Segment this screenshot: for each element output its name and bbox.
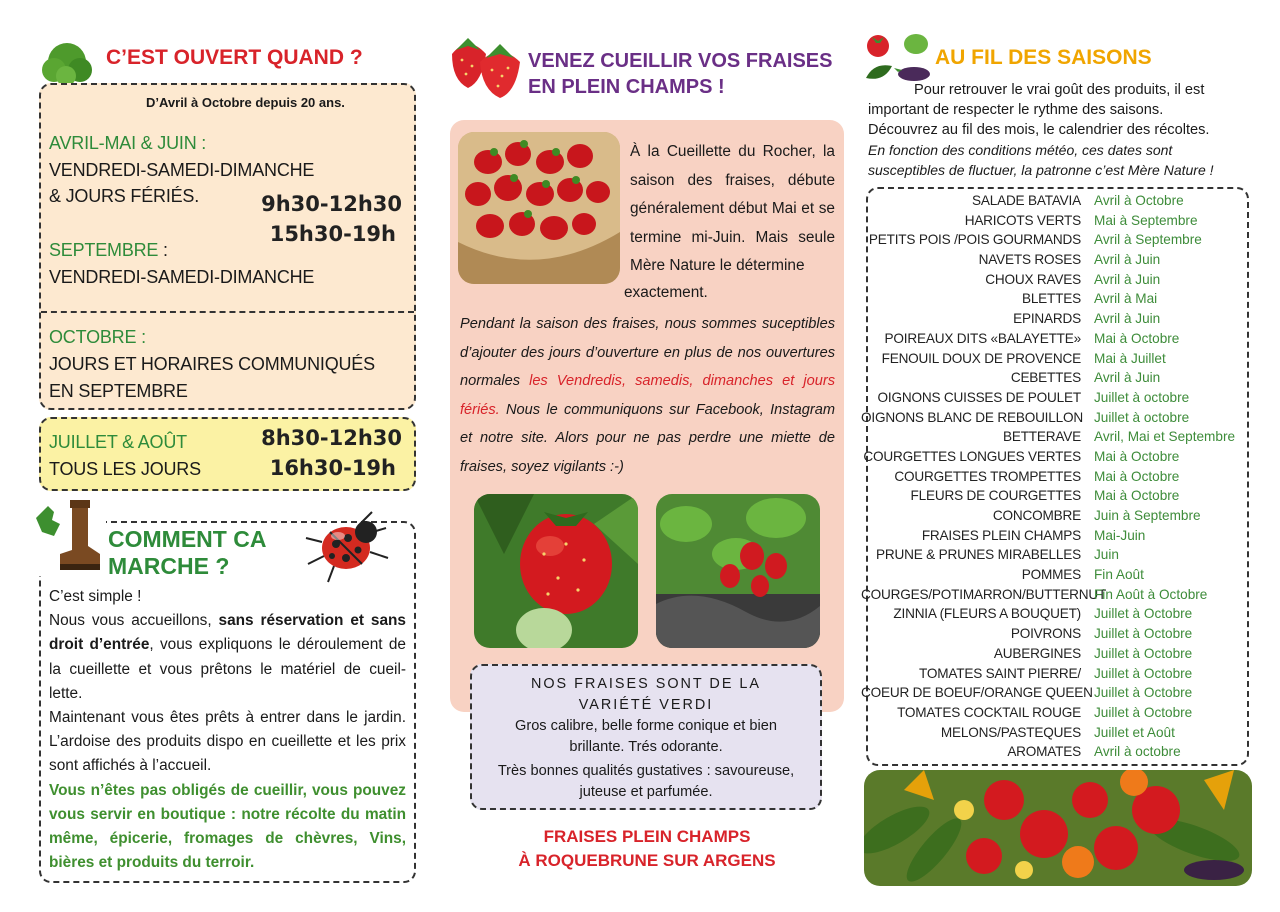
season-row xyxy=(861,329,1249,349)
footer-2: À ROQUEBRUNE SUR ARGENS xyxy=(518,851,776,870)
season-period: Mai à Octobre xyxy=(1094,468,1180,484)
season-period: Fin Août xyxy=(1094,567,1144,583)
season-period: Juillet à octobre xyxy=(1094,409,1190,425)
variety-title-2: VARIÉTÉ VERDI xyxy=(578,697,714,713)
season-row xyxy=(861,565,1249,585)
since-text: D’Avril à Octobre depuis 20 ans. xyxy=(146,95,345,110)
strawberry-plants-photo xyxy=(656,494,820,648)
season-row xyxy=(861,309,1249,329)
hours-spring-afternoon: 15h30-19h xyxy=(269,222,396,246)
how-title-2: MARCHE ? xyxy=(108,553,230,579)
variety-text-1: Gros calibre, belle forme conique et bien brillante. Trés odorante. xyxy=(514,718,778,755)
how-welcome-bold: sans réservation et sans droit d’entrée xyxy=(49,612,406,654)
how-title-1: COMMENT CA xyxy=(108,526,267,552)
season-product: BETTERAVE xyxy=(1002,429,1081,445)
season-period: Juillet à Octobre xyxy=(1094,645,1193,661)
spring-days-2: & JOURS FÉRIÉS. xyxy=(49,186,200,206)
september-label-text: SEPTEMBRE xyxy=(49,240,159,260)
how-welcome xyxy=(49,609,406,706)
season-row xyxy=(861,703,1249,723)
divider xyxy=(41,311,414,313)
season-row xyxy=(861,545,1249,565)
season-period: Avril à Juin xyxy=(1094,370,1161,386)
season-row xyxy=(861,250,1249,270)
season-row xyxy=(861,211,1249,231)
season-period: Avril à octobre xyxy=(1094,744,1181,760)
how-shop: Vous n’êtes pas obligés de cueillir, vous pouvez vous servir en boutique : notre récolte du matin même, épicerie, fromages de chèvres, Vins, bières et produits du terroir. xyxy=(49,781,406,872)
season-product: OIGNONS CUISSES DE POULET xyxy=(877,389,1081,405)
vegetables-icon xyxy=(862,32,932,86)
season-row xyxy=(861,408,1249,428)
season-row xyxy=(861,427,1249,447)
seasons-title: AU FIL DES SAISONS xyxy=(935,46,1152,69)
season-period: Mai à Juillet xyxy=(1094,350,1166,366)
strawberry-basket-photo xyxy=(458,132,620,284)
season-period: Avril à Juin xyxy=(1094,311,1161,327)
season-period: Juillet et Août xyxy=(1094,724,1175,740)
season-product: ZINNIA (FLEURS A BOUQUET) xyxy=(893,606,1081,622)
season-period: Avril à Septembre xyxy=(1094,232,1202,248)
season-row xyxy=(861,624,1249,644)
how-text xyxy=(49,585,406,875)
season-period: Juillet à Octobre xyxy=(1094,606,1193,622)
season-product: COURGETTES LONGUES VERTES xyxy=(863,448,1081,464)
season-period: Mai à Septembre xyxy=(1094,212,1198,228)
hours-spring-morning: 9h30-12h30 xyxy=(261,192,402,216)
season-product: CEBETTES xyxy=(1010,370,1081,386)
season-period: Juillet à octobre xyxy=(1094,389,1190,405)
season-row xyxy=(861,368,1249,388)
season-period: Juillet à Octobre xyxy=(1094,626,1193,642)
september-label xyxy=(49,237,168,263)
season-row xyxy=(861,230,1249,250)
season-period: Juin xyxy=(1094,547,1119,563)
season-row xyxy=(861,664,1249,684)
pick-intro: À la Cueillette du Rocher, la saison des fraises, débute généralement début Mai et se termine mi-Juin. Mais seule Mère Nature le détermine xyxy=(630,143,835,275)
season-product: COURGES/POTIMARRON/BUTTERNUT xyxy=(861,586,1107,602)
season-product: POMMES xyxy=(1021,567,1081,583)
open-title: C’EST OUVERT QUAND ? xyxy=(106,46,363,69)
season-product: PRUNE & PRUNES MIRABELLES xyxy=(875,547,1081,563)
season-product: TOMATES SAINT PIERRE/ xyxy=(919,665,1081,681)
summer-label: JUILLET & AOÛT xyxy=(49,432,187,452)
strawberry-closeup-photo xyxy=(474,494,638,648)
variety-title-1: NOS FRAISES SONT DE LA xyxy=(530,676,762,692)
variety-text-2: Très bonnes qualités gustatives : savoureuse, juteuse et parfumée. xyxy=(497,763,795,800)
season-period: Avril à Juin xyxy=(1094,252,1161,268)
season-product: FRAISES PLEIN CHAMPS xyxy=(921,527,1081,543)
boot-gloves-icon xyxy=(30,498,106,576)
season-period: Fin Août à Octobre xyxy=(1094,586,1208,602)
season-period: Avril à Juin xyxy=(1094,271,1161,287)
season-product: NAVETS ROSES xyxy=(978,252,1081,268)
how-simple: C’est simple ! xyxy=(49,588,142,605)
strawberries-icon xyxy=(446,28,526,100)
how-welcome-c: , vous expliquons le déroulement de la cueillette et vous prêtons le matériel de cueil-lette. xyxy=(49,636,406,702)
season-row xyxy=(861,723,1249,743)
hours-summer-morning: 8h30-12h30 xyxy=(261,426,402,450)
seasons-intro: Pour retrouver le vrai goût des produits, il est important de respecter le rythme des saisons. Découvrez au fil des mois, le calendrier des récoltes. xyxy=(868,82,1210,138)
period-label-spring: AVRIL-MAI & JUIN : xyxy=(49,133,207,153)
season-product: PETITS POIS /POIS GOURMANDS xyxy=(868,232,1081,248)
how-welcome-a: Nous vous accueillons, xyxy=(49,612,219,630)
season-row xyxy=(861,683,1249,703)
season-product: CHOUX RAVES xyxy=(985,271,1081,287)
season-product: AROMATES xyxy=(1007,744,1081,760)
ladybug-icon xyxy=(300,502,396,586)
season-product: POIREAUX DITS «BALAYETTE» xyxy=(884,330,1081,346)
season-row xyxy=(861,644,1249,664)
vegetables-photo xyxy=(864,770,1252,886)
season-product: FLEURS DE COURGETTES xyxy=(910,488,1081,504)
season-period: Avril, Mai et Septembre xyxy=(1094,429,1236,445)
season-product: SALADE BATAVIA xyxy=(971,193,1081,208)
season-product: OIGNONS BLANC DE REBOUILLON xyxy=(861,409,1083,425)
september-colon: : xyxy=(158,240,168,260)
pick-season-text xyxy=(460,310,835,482)
summer-days: TOUS LES JOURS xyxy=(49,459,201,479)
how-ready: Maintenant vous êtes prêts à entrer dans le jardin. L’ardoise des produits dispo en cueillette et les prix sont affichés à l’accueil. xyxy=(49,709,406,775)
season-period: Mai à Octobre xyxy=(1094,330,1180,346)
season-period: Juillet à Octobre xyxy=(1094,704,1193,720)
season-row xyxy=(861,349,1249,369)
october-text-2: EN SEPTEMBRE xyxy=(49,381,188,401)
pick-intro-end: exactement. xyxy=(624,284,708,301)
hours-summer-afternoon: 16h30-19h xyxy=(269,456,396,480)
season-period: Mai à Octobre xyxy=(1094,448,1180,464)
footer-1: FRAISES PLEIN CHAMPS xyxy=(543,827,751,846)
season-product: AUBERGINES xyxy=(993,645,1081,661)
season-row xyxy=(861,506,1249,526)
season-text-b: Nous le communiquons sur Facebook, Instagram et notre site. Alors pour ne pas perdre une miette de fraises, soyez vigilants :-) xyxy=(460,401,835,475)
season-product: CONCOMBRE xyxy=(992,508,1081,523)
season-product: COURGETTES TROMPETTES xyxy=(894,468,1081,484)
october-label: OCTOBRE : xyxy=(49,327,146,347)
season-row xyxy=(861,604,1249,624)
september-days: VENDREDI-SAMEDI-DIMANCHE xyxy=(49,267,315,287)
season-text-a: Pendant la saison des fraises, nous sommes suceptibles d’ajouter des jours d’ouverture en plus de nos ouvertures normales xyxy=(460,316,835,390)
pick-title-2: EN PLEIN CHAMPS ! xyxy=(528,76,725,98)
season-period: Juillet à Octobre xyxy=(1094,665,1193,681)
season-text-red: les Vendredis, samedis, dimanches et jours fériés. xyxy=(460,373,835,418)
season-product: HARICOTS VERTS xyxy=(964,212,1081,228)
season-row xyxy=(861,388,1249,408)
pick-title-1: VENEZ CUEILLIR VOS FRAISES xyxy=(528,50,833,72)
spring-days-1: VENDREDI-SAMEDI-DIMANCHE xyxy=(49,160,315,180)
season-period: Mai-Juin xyxy=(1094,527,1146,543)
season-period: Mai à Octobre xyxy=(1094,488,1180,504)
season-row xyxy=(861,270,1249,290)
season-row xyxy=(861,447,1249,467)
season-row xyxy=(861,742,1249,762)
season-period: Juin à Septembre xyxy=(1094,508,1201,523)
season-product: MELONS/PASTEQUES xyxy=(940,724,1081,740)
season-product: EPINARDS xyxy=(1013,311,1081,327)
season-product: COEUR DE BOEUF/ORANGE QUEEN xyxy=(861,685,1093,701)
season-row xyxy=(861,486,1249,506)
seasons-note: En fonction des conditions météo, ces dates sont susceptibles de fluctuer, la patronne c’est Mère Nature ! xyxy=(868,142,1214,178)
season-row xyxy=(861,289,1249,309)
season-period: Juillet à Octobre xyxy=(1094,685,1193,701)
season-product: TOMATES COCKTAIL ROUGE xyxy=(897,704,1081,720)
october-text-1: JOURS ET HORAIRES COMMUNIQUÉS xyxy=(49,354,375,374)
season-product: POIVRONS xyxy=(1010,626,1081,642)
season-row xyxy=(861,526,1249,546)
seasons-list xyxy=(861,191,1249,762)
season-row xyxy=(861,585,1249,605)
season-product: BLETTES xyxy=(1021,291,1081,307)
season-row xyxy=(861,191,1249,211)
season-product: FENOUIL DOUX DE PROVENCE xyxy=(881,350,1081,366)
season-row xyxy=(861,467,1249,487)
season-period: Avril à Octobre xyxy=(1094,193,1184,208)
season-period: Avril à Mai xyxy=(1094,291,1158,307)
